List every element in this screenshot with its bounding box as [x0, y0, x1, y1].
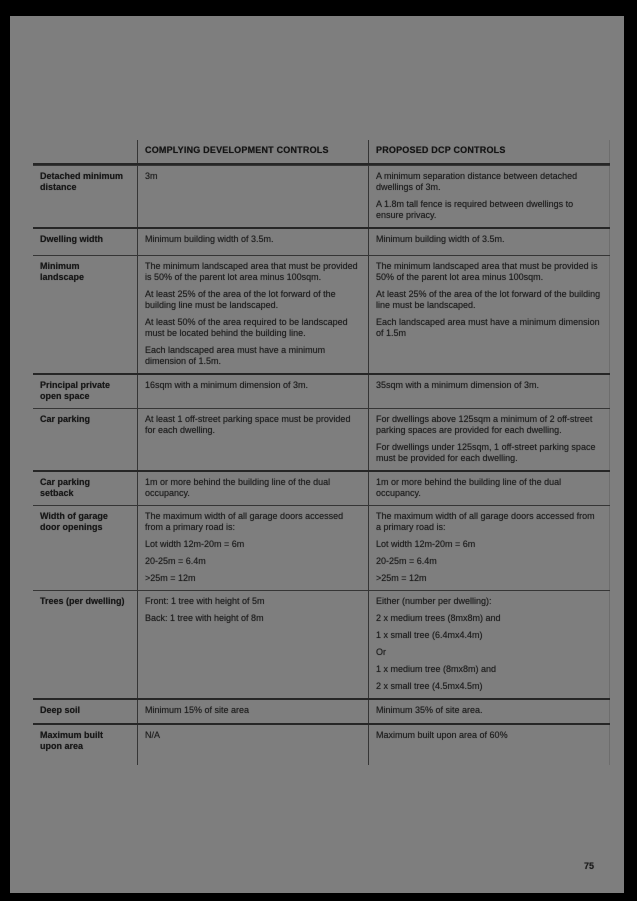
table-row-car-parking-setback — [33, 470, 610, 505]
row-label: Detached minimum distance — [40, 171, 124, 192]
cell-text: For dwellings under 125sqm, 1 off-street parking space must be provided for each dwelling. — [376, 442, 596, 463]
cell-text: N/A — [145, 730, 161, 740]
cell-text: Back: 1 tree with height of 8m — [145, 613, 264, 623]
table-row-dwelling-width — [33, 227, 610, 255]
page-number: 75 — [583, 861, 594, 871]
cell-text: 1m or more behind the building line of the dual occupancy. — [145, 477, 331, 498]
cell-text: 20-25m = 6.4m — [145, 556, 206, 566]
row-label: Trees (per dwelling) — [40, 596, 125, 606]
cell-text: The minimum landscaped area that must be provided is 50% of the parent lot area minus 100sqm. — [376, 261, 598, 282]
cell-text: The maximum width of all garage doors accessed from a primary road is: — [376, 511, 595, 532]
cell-text: For dwellings above 125sqm a minimum of 2 off-street parking spaces are provided for each dwelling. — [376, 414, 593, 435]
cell-text: >25m = 12m — [376, 573, 427, 583]
cdc-cell — [137, 166, 368, 227]
dcp-cell — [368, 725, 610, 765]
cdc-cell — [137, 700, 368, 723]
dcp-cell — [368, 229, 610, 255]
cdc-cell — [137, 229, 368, 255]
table-row-principal-private-open-space — [33, 373, 610, 408]
cell-text: 20-25m = 6.4m — [376, 556, 437, 566]
controls-comparison-table — [33, 140, 610, 765]
cell-text: Lot width 12m-20m = 6m — [376, 539, 476, 549]
dcp-cell — [368, 375, 610, 408]
cell-text: 16sqm with a minimum dimension of 3m. — [145, 380, 309, 390]
cell-text: 3m — [145, 171, 158, 181]
table-row-detached-minimum-distance — [33, 165, 610, 227]
cell-text: Front: 1 tree with height of 5m — [145, 596, 265, 606]
cell-text: Minimum 35% of site area. — [376, 705, 483, 715]
cdc-cell — [137, 725, 368, 765]
row-label: Dwelling width — [40, 234, 103, 244]
table-row-minimum-landscape — [33, 255, 610, 373]
cell-text: At least 25% of the area of the lot forward of the building line must be landscaped. — [376, 289, 601, 310]
row-label: Width of garage door openings — [40, 511, 108, 532]
cell-text: The maximum width of all garage doors accessed from a primary road is: — [145, 511, 344, 532]
row-label: Car parking setback — [40, 477, 91, 498]
table-row-trees-per-dwelling — [33, 590, 610, 698]
dcp-cell — [368, 409, 610, 470]
header-complying-controls: COMPLYING DEVELOPMENT CONTROLS — [137, 140, 368, 163]
cell-text: 2 x medium trees (8mx8m) and — [376, 613, 501, 623]
cdc-cell — [137, 472, 368, 505]
dcp-cell — [368, 506, 610, 590]
cell-text: A 1.8m tall fence is required between dwellings to ensure privacy. — [376, 199, 574, 220]
table-row-deep-soil — [33, 698, 610, 723]
cell-text: Maximum built upon area of 60% — [376, 730, 508, 740]
cell-text: Each landscaped area must have a minimum dimension of 1.5m. — [145, 345, 326, 366]
row-label: Minimum landscape — [40, 261, 85, 282]
dcp-cell — [368, 700, 610, 723]
row-label: Principal private open space — [40, 380, 111, 401]
table-row-maximum-built-upon-area — [33, 723, 610, 765]
cell-text: 35sqm with a minimum dimension of 3m. — [376, 380, 540, 390]
header-proposed-dcp-controls: PROPOSED DCP CONTROLS — [368, 140, 610, 163]
cell-text: >25m = 12m — [145, 573, 196, 583]
cdc-cell — [137, 409, 368, 470]
dcp-cell — [368, 256, 610, 373]
row-label: Maximum built upon area — [40, 730, 104, 751]
table-header-row — [33, 140, 610, 165]
table-row-car-parking — [33, 408, 610, 470]
cell-text: At least 1 off-street parking space must be provided for each dwelling. — [145, 414, 351, 435]
cell-text: Minimum building width of 3.5m. — [376, 234, 505, 244]
cell-text: The minimum landscaped area that must be provided is 50% of the parent lot area minus 100sqm. — [145, 261, 358, 282]
cell-text: A minimum separation distance between detached dwellings of 3m. — [376, 171, 578, 192]
cell-text: 2 x small tree (4.5mx4.5m) — [376, 681, 483, 691]
cdc-cell — [137, 375, 368, 408]
dcp-cell — [368, 472, 610, 505]
row-label: Car parking — [40, 414, 91, 424]
cell-text: 1 x medium tree (8mx8m) and — [376, 664, 497, 674]
cdc-cell — [137, 256, 368, 373]
dcp-cell — [368, 591, 610, 698]
document-page — [10, 16, 624, 893]
cdc-cell — [137, 591, 368, 698]
dcp-cell — [368, 166, 610, 227]
table-row-width-of-garage-door-openings — [33, 505, 610, 590]
cell-text: Each landscaped area must have a minimum dimension of 1.5m — [376, 317, 600, 338]
cell-text: 1m or more behind the building line of the dual occupancy. — [376, 477, 562, 498]
cell-text: Minimum 15% of site area — [145, 705, 250, 715]
cell-text: Minimum building width of 3.5m. — [145, 234, 274, 244]
cell-text: Either (number per dwelling): — [376, 596, 492, 606]
cell-text: Lot width 12m-20m = 6m — [145, 539, 245, 549]
cell-text: 1 x small tree (6.4mx4.4m) — [376, 630, 483, 640]
row-label: Deep soil — [40, 705, 81, 715]
cell-text: At least 25% of the area of the lot forward of the building line must be landscaped. — [145, 289, 336, 310]
cell-text: Or — [376, 647, 386, 657]
cdc-cell — [137, 506, 368, 590]
header-empty-cell — [33, 140, 137, 163]
cell-text: At least 50% of the area required to be landscaped must be located behind the building line. — [145, 317, 348, 338]
